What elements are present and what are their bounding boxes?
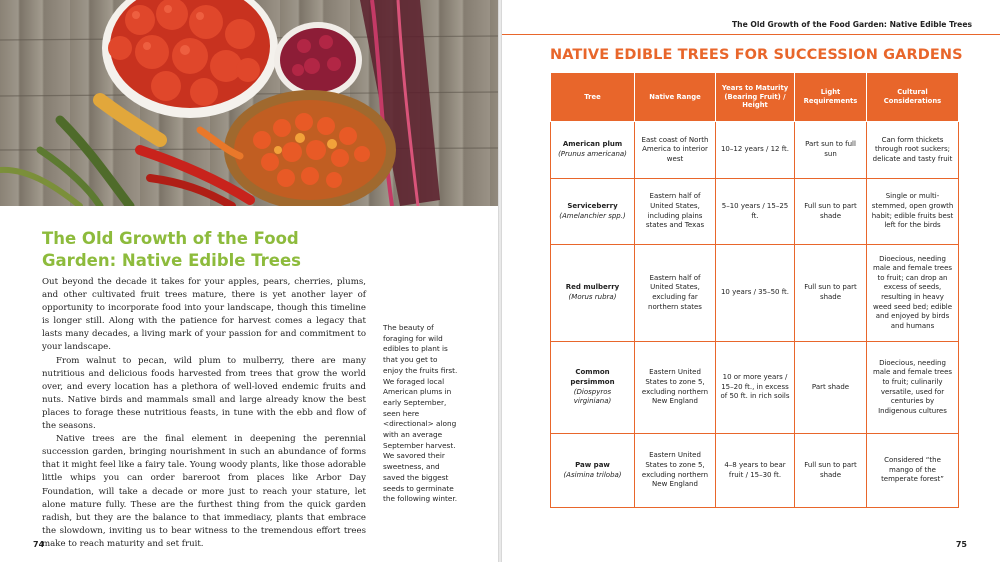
table-row bbox=[551, 245, 959, 342]
years-height-cell: 4–8 years to bear fruit / 15–30 ft. bbox=[716, 434, 795, 508]
native-range-cell: East coast of North America to interior west bbox=[635, 122, 716, 179]
table-header-row bbox=[551, 73, 959, 122]
page-number-right: 75 bbox=[955, 540, 967, 549]
tree-cell bbox=[551, 245, 635, 342]
tree-common-name: Serviceberry bbox=[567, 201, 618, 210]
column-header: Native Range bbox=[635, 73, 716, 122]
native-range-cell: Eastern United States to zone 5, excluding northern New England bbox=[635, 434, 716, 508]
tree-latin-name: (Diospyros virginiana) bbox=[573, 387, 612, 406]
light-cell: Part sun to full sun bbox=[795, 122, 867, 179]
light-cell: Full sun to part shade bbox=[795, 434, 867, 508]
tree-cell bbox=[551, 122, 635, 179]
chapter-title: The Old Growth of the Food Garden: Native Edible Trees bbox=[42, 229, 302, 270]
years-height-cell: 10 years / 35–50 ft. bbox=[716, 245, 795, 342]
years-height-cell: 10 or more years / 15–20 ft., in excess of 50 ft. in rich soils bbox=[716, 342, 795, 434]
native-trees-table bbox=[550, 72, 959, 508]
tree-latin-name: (Prunus americana) bbox=[558, 150, 627, 158]
tree-cell bbox=[551, 179, 635, 245]
tree-latin-name: (Morus rubra) bbox=[568, 293, 617, 301]
tree-latin-name: (Asimina triloba) bbox=[563, 470, 622, 479]
photo-caption: The beauty of foraging for wild edibles to plant is that you get to enjoy the fruits first. We foraged local American plums in early September, seen here <directional> along with an average September harvest. We savored their sweetness, and saved the biggest seeds to germinate the following winter. bbox=[383, 323, 458, 504]
body-paragraph: From walnut to pecan, wild plum to mulberry, there are many nutritious and delicious foods harvested from trees that grow the world over, and every location has a plethora of well-loved endemic fruits and nuts. Native birds and mammals small and large already know the best places to forage these nutritious feasts, in tune with the ebb and flow of the seasons. bbox=[42, 355, 366, 432]
running-head: The Old Growth of the Food Garden: Native Edible Trees bbox=[732, 20, 972, 29]
column-header: Years to Maturity (Bearing Fruit) / Height bbox=[716, 73, 795, 122]
years-height-cell: 5–10 years / 15–25 ft. bbox=[716, 179, 795, 245]
body-paragraph: Native trees are the final element in deepening the perennial succession garden, bringing nourishment in such an abundance of forms that it might feel like a fairy tale. Young woody plants, like those adorable little whips you can order bareroot from places like Arbor Day Foundation, will take a decade or more just to reach your stature, let alone mature fully. These are the furthest thing from the quick garden radish, but they are the balance to that immediacy, plants that embrace the slowdown, inviting us to bear witness to the tremendous effort trees make to reach maturity and set fruit. bbox=[42, 434, 366, 549]
notes-cell: Dioecious, needing male and female trees to fruit; culinarily versatile, used for centuries by Indigenous cultures bbox=[867, 342, 959, 434]
native-range-cell: Eastern United States to zone 5, excluding northern New England bbox=[635, 342, 716, 434]
column-header: Light Requirements bbox=[795, 73, 867, 122]
light-cell: Full sun to part shade bbox=[795, 179, 867, 245]
table-row bbox=[551, 342, 959, 434]
native-range-cell: Eastern half of United States, including plains states and Texas bbox=[635, 179, 716, 245]
tree-cell bbox=[551, 342, 635, 434]
harvest-photo bbox=[0, 0, 498, 206]
tree-common-name: Paw paw bbox=[575, 460, 610, 469]
running-head-rule bbox=[502, 34, 1000, 35]
tree-common-name: Red mulberry bbox=[565, 283, 620, 292]
tree-common-name: American plum bbox=[562, 140, 623, 149]
column-header: Tree bbox=[551, 73, 635, 122]
left-page bbox=[0, 0, 498, 562]
notes-cell: Single or multi-stemmed, open growth habit; edible fruits best left for the birds bbox=[867, 179, 959, 245]
table-row bbox=[551, 179, 959, 245]
notes-cell: Considered “the mango of the temperate forest” bbox=[867, 434, 959, 508]
tree-latin-name: (Amelanchier spp.) bbox=[559, 211, 626, 220]
table-row bbox=[551, 122, 959, 179]
light-cell: Part shade bbox=[795, 342, 867, 434]
light-cell: Full sun to part shade bbox=[795, 245, 867, 342]
page-number-left: 74 bbox=[33, 540, 45, 549]
table-title: NATIVE EDIBLE TREES FOR SUCCESSION GARDENS bbox=[550, 47, 963, 63]
harvest-photo-illustration bbox=[0, 0, 498, 206]
column-header: Cultural Considerations bbox=[867, 73, 959, 122]
table-row bbox=[551, 434, 959, 508]
years-height-cell: 10–12 years / 12 ft. bbox=[716, 122, 795, 179]
body-text bbox=[42, 276, 366, 551]
body-paragraph: Out beyond the decade it takes for your apples, pears, cherries, plums, and other cultivated fruit trees mature, there is yet another layer of opportunity to incorporate food into your landscape, though this timeline is longer still. Along with the patience for harvest comes a legacy that lasts many decades, a living mark of your passion for and commitment to your landscape. bbox=[42, 277, 366, 353]
tree-common-name: Common persimmon bbox=[570, 368, 615, 386]
right-page bbox=[502, 0, 1000, 562]
notes-cell: Can form thickets through root suckers; delicate and tasty fruit bbox=[867, 122, 959, 179]
tree-cell bbox=[551, 434, 635, 508]
notes-cell: Dioecious, needing male and female trees to fruit; can drop an excess of seeds, resulting in heavy weed seed bed; edible and enjoyed by birds and humans bbox=[867, 245, 959, 342]
native-range-cell: Eastern half of United States, excluding far northern states bbox=[635, 245, 716, 342]
